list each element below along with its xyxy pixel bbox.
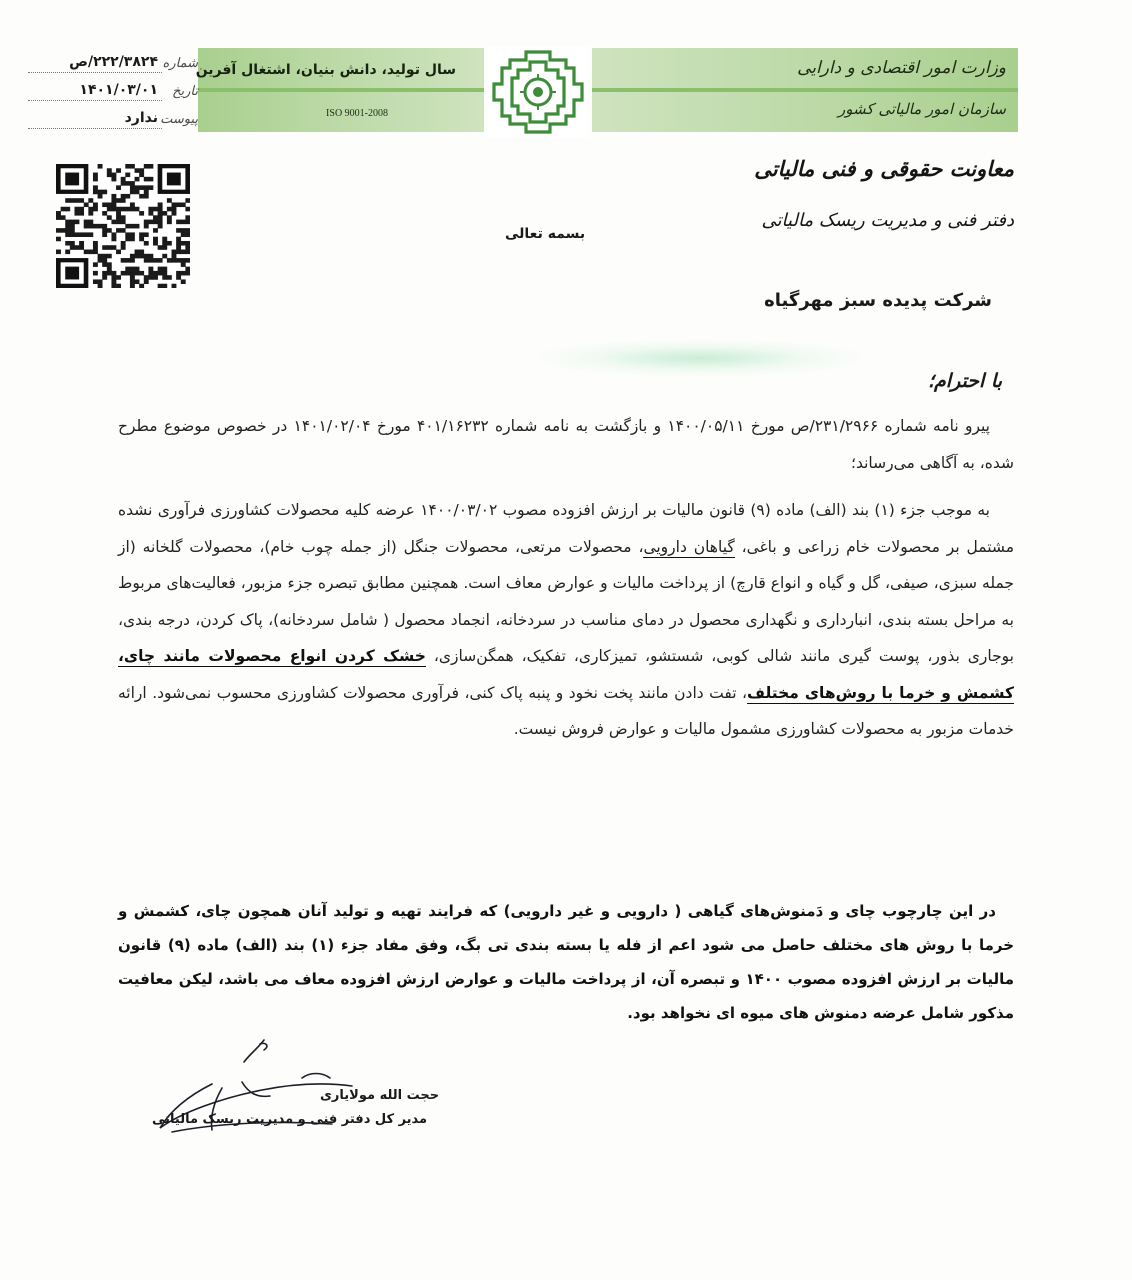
deputy-heading: معاونت حقوقی و فنی مالیاتی — [754, 156, 1014, 181]
greeting: با احترام؛ — [927, 370, 1002, 392]
paragraph-reference: پیرو نامه شماره ۲۳۱/۲۹۶۶/ص مورخ ۱۴۰۰/۰۵/۱۱ و بازگشت به نامه شماره ۴۰۱/۱۶۲۳۲ مورخ ۱۴۰۱/۰۲/۰۴ در خصوص موضوع مطرح شده، به آگاهی می‌رساند؛ — [118, 417, 1014, 472]
letter-meta — [28, 52, 198, 136]
dotted-line — [28, 128, 162, 129]
paragraph-law-part2: ، محصولات مرتعی، محصولات جنگل (از جمله چوب خام)، محصولات گلخانه (از جمله سبزی، صیفی، گل و گیاه و انواع قارچ) از پرداخت مالیات و عوارض معاف است. همچنین مطابق تبصره جزء مزبور، فعالیت‌های مربوط به مراحل بسته بندی، انبارداری و نگهداری محصول در دمای مناسب در سردخانه، انجماد محصول ( شامل سردخانه)، پاک کردن، درجه بندی، بوجاری بذور، پوست گیری مانند شالی کوبی، شستشو، تمیزکاری، تفکیک، همگن‌سازی، — [118, 537, 1014, 665]
paragraph-law — [118, 492, 1014, 748]
tax-organization-emblem-icon — [488, 46, 588, 138]
meta-attachment-row — [28, 108, 198, 136]
ministry-header-band — [592, 48, 1018, 132]
paragraph-law-part3: ، تفت دادن مانند پخت نخود و پنبه پاک کنی، فرآوری محصولات کشاورزی محسوب نمی‌شود. ارائه خدمات مزبور به محصولات کشاورزی مشمول مالیات و عوارض فروش نیست. — [118, 683, 1014, 738]
band-stripe — [198, 88, 484, 92]
attachment-label: پیوست — [160, 112, 198, 127]
recipient: شرکت پدیده سبز مهرگیاه — [764, 290, 992, 311]
year-slogan: سال تولید، دانش بنیان، اشتغال آفرین — [195, 62, 456, 78]
letter-date: ۱۴۰۱/۰۳/۰۱ — [79, 82, 158, 98]
meta-number-row — [28, 52, 198, 80]
slogan-header-band — [195, 48, 484, 132]
paragraph-law-part1: به موجب جزء (۱) بند (الف) ماده (۹) قانون مالیات بر ارزش افزوده مصوب ۱۴۰۰/۰۳/۰۲ عرضه کلیه محصولات کشاورزی فرآوری نشده مشتمل بر محصولات خام زراعی و باغی، — [118, 501, 1015, 556]
office-heading: دفتر فنی و مدیریت ریسک مالیاتی — [761, 210, 1014, 231]
redacted-highlight — [540, 340, 860, 376]
qr-code-icon — [56, 164, 190, 288]
underlined-drying-clause: خشک کردن انواع محصولات مانند چای، کشمش و خرما با روش‌های مختلف — [118, 647, 1014, 702]
date-label: تاریخ — [172, 84, 198, 99]
dotted-line — [28, 72, 162, 73]
paragraph-conclusion: در این چارچوب چای و دَمنوش‌های گیاهی ( دارویی و غیر دارویی) که فرایند تهیه و تولید آنان همچون چای، کشمش و خرما با روش های مختلف حاصل می شود اعم از فله یا بسته بندی تی بگ، وفق مفاد جزء (۱) بند (الف) ماده (۹) قانون مالیات بر ارزش افزوده مصوب ۱۴۰۰ و تبصره آن، از پرداخت مالیات و عوارض ارزش افزوده معاف می باشد، لیکن معافیت مذکور شامل عرضه دمنوش های میوه ای نخواهد بود. — [118, 902, 1015, 1022]
attachment-value: ندارد — [124, 110, 158, 126]
meta-date-row — [28, 80, 198, 108]
ministry-name: وزارت امور اقتصادی و دارایی — [797, 58, 1006, 78]
dotted-line — [28, 100, 162, 101]
signer-name: حجت الله مولایاری — [320, 1088, 440, 1103]
underlined-medicinal-herbs: گیاهان دارویی — [643, 537, 735, 556]
signer-title: مدیر کل دفتر فنی و مدیریت ریسک مالیاتی — [152, 1112, 428, 1127]
bismillah: بسمه تعالی — [505, 226, 586, 242]
number-label: شماره — [162, 56, 198, 71]
iso-label: ISO 9001-2008 — [326, 108, 388, 119]
letter-number: ۲۲۲/۳۸۲۴/ص — [69, 54, 158, 70]
band-stripe — [592, 88, 1018, 92]
organization-name: سازمان امور مالیاتی کشور — [838, 100, 1006, 118]
